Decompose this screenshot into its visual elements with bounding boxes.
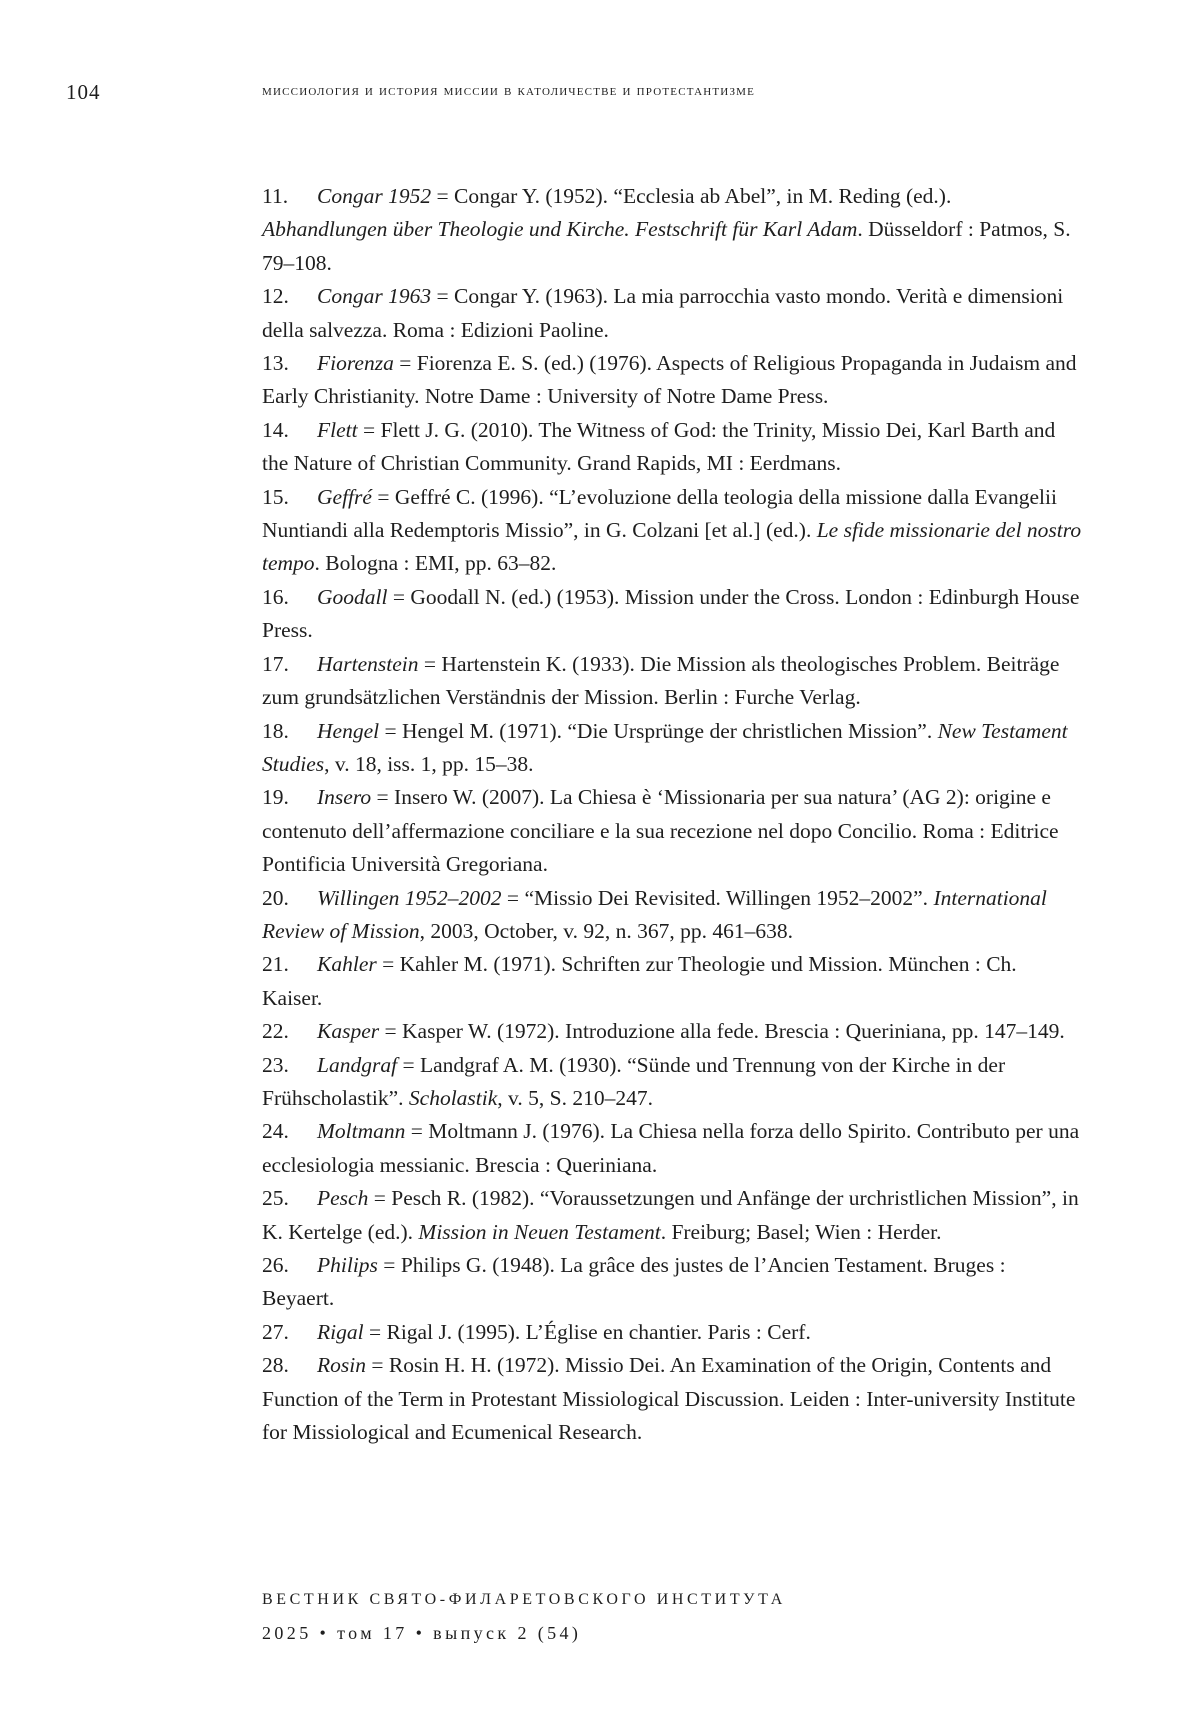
reference-short-key: Pesch xyxy=(317,1186,368,1210)
footer-issue-info: 2025 • том 17 • выпуск 2 (54) xyxy=(262,1623,581,1644)
reference-italic-title: International Review of Mission xyxy=(262,886,1047,943)
page-number: 104 xyxy=(66,80,101,105)
reference-entry xyxy=(262,948,1082,1015)
reference-equals-sign: = xyxy=(431,184,454,208)
reference-short-key: Hengel xyxy=(317,719,379,743)
reference-short-key: Willingen 1952–2002 xyxy=(317,886,502,910)
reference-number: 17. xyxy=(262,648,317,681)
reference-entry xyxy=(262,280,1082,347)
reference-entry xyxy=(262,180,1082,280)
reference-text: . Düsseldorf : Patmos, S. 79–108. xyxy=(262,217,1071,274)
reference-number: 22. xyxy=(262,1015,317,1048)
reference-number: 19. xyxy=(262,781,317,814)
reference-short-key: Congar 1963 xyxy=(317,284,431,308)
reference-entry xyxy=(262,481,1082,581)
reference-number: 24. xyxy=(262,1115,317,1148)
reference-equals-sign: = xyxy=(405,1119,428,1143)
reference-number: 11. xyxy=(262,180,317,213)
reference-short-key: Moltmann xyxy=(317,1119,405,1143)
reference-number: 26. xyxy=(262,1249,317,1282)
reference-text: Landgraf A. M. (1930). “Sünde und Trennung von der Kirche in der Frühscholastik”. xyxy=(262,1053,1005,1110)
reference-equals-sign: = xyxy=(378,1253,401,1277)
reference-text: “Missio Dei Revisited. Willingen 1952–2002”. xyxy=(524,886,933,910)
reference-italic-title: Scholastik xyxy=(409,1086,497,1110)
footer-journal-title: ВЕСТНИК СВЯТО-ФИЛАРЕТОВСКОГО ИНСТИТУТА xyxy=(262,1591,786,1609)
reference-entry xyxy=(262,1249,1082,1316)
reference-text: . Freiburg; Basel; Wien : Herder. xyxy=(661,1220,942,1244)
reference-equals-sign: = xyxy=(431,284,454,308)
reference-equals-sign: = xyxy=(394,351,417,375)
reference-entry xyxy=(262,648,1082,715)
reference-number: 25. xyxy=(262,1182,317,1215)
reference-short-key: Kahler xyxy=(317,952,377,976)
reference-entry xyxy=(262,1049,1082,1116)
reference-short-key: Hartenstein xyxy=(317,652,419,676)
reference-text: , v. 5, S. 210–247. xyxy=(497,1086,653,1110)
reference-text: . Bologna : EMI, pp. 63–82. xyxy=(315,551,557,575)
reference-italic-title: Abhandlungen über Theologie und Kirche. Festschrift für Karl Adam xyxy=(262,217,857,241)
reference-equals-sign: = xyxy=(502,886,525,910)
reference-number: 23. xyxy=(262,1049,317,1082)
reference-entry xyxy=(262,1316,1082,1349)
reference-entry xyxy=(262,1349,1082,1449)
reference-text: Insero W. (2007). La Chiesa è ‘Missionaria per sua natura’ (AG 2): origine e contenuto dell’affermazione conciliare e la sua recezione nel dopo Concilio. Roma : Editrice Pontificia Università Gregoriana. xyxy=(262,785,1059,876)
reference-text: Geffré C. (1996). “L’evoluzione della teologia della missione dalla Evangelii Nuntiandi alla Redemptoris Missio”, in G. Colzani [et al.] (ed.). xyxy=(262,485,1057,542)
reference-entry xyxy=(262,414,1082,481)
reference-text: Fiorenza E. S. (ed.) (1976). Aspects of Religious Propaganda in Judaism and Early Christianity. Notre Dame : University of Notre Dame Press. xyxy=(262,351,1077,408)
reference-text: Flett J. G. (2010). The Witness of God: the Trinity, Missio Dei, Karl Barth and the Nature of Christian Community. Grand Rapids, MI : Eerdmans. xyxy=(262,418,1055,475)
reference-text: Hengel M. (1971). “Die Ursprünge der christlichen Mission”. xyxy=(402,719,938,743)
reference-short-key: Flett xyxy=(317,418,358,442)
reference-italic-title: Le sfide missionarie del nostro tempo xyxy=(262,518,1081,575)
reference-text: Philips G. (1948). La grâce des justes de l’Ancien Testament. Bruges : Beyaert. xyxy=(262,1253,1006,1310)
reference-short-key: Landgraf xyxy=(317,1053,397,1077)
reference-list xyxy=(262,180,1082,1449)
reference-number: 12. xyxy=(262,280,317,313)
reference-equals-sign: = xyxy=(377,952,400,976)
reference-equals-sign: = xyxy=(419,652,442,676)
reference-text: , v. 18, iss. 1, pp. 15–38. xyxy=(324,752,533,776)
reference-entry xyxy=(262,1115,1082,1182)
reference-text: Hartenstein K. (1933). Die Mission als theologisches Problem. Beiträge zum grundsätzlichen Verständnis der Mission. Berlin : Furche Verlag. xyxy=(262,652,1059,709)
reference-equals-sign: = xyxy=(379,1019,402,1043)
reference-short-key: Congar 1952 xyxy=(317,184,431,208)
reference-entry xyxy=(262,781,1082,881)
reference-text: , 2003, October, v. 92, n. 367, pp. 461–638. xyxy=(420,919,793,943)
reference-entry xyxy=(262,347,1082,414)
reference-entry xyxy=(262,1015,1082,1048)
reference-text: Congar Y. (1952). “Ecclesia ab Abel”, in M. Reding (ed.). xyxy=(454,184,951,208)
reference-equals-sign: = xyxy=(372,485,395,509)
reference-number: 18. xyxy=(262,715,317,748)
reference-entry xyxy=(262,882,1082,949)
reference-italic-title: Mission in Neuen Testament xyxy=(418,1220,660,1244)
reference-equals-sign: = xyxy=(379,719,402,743)
reference-short-key: Goodall xyxy=(317,585,387,609)
reference-equals-sign: = xyxy=(387,585,410,609)
reference-equals-sign: = xyxy=(358,418,381,442)
reference-text: Congar Y. (1963). La mia parrocchia vasto mondo. Verità e dimensioni della salvezza. Roma : Edizioni Paoline. xyxy=(262,284,1063,341)
running-header: миссиология и история миссии в католичестве и протестантизме xyxy=(262,83,755,100)
reference-text: Moltmann J. (1976). La Chiesa nella forza dello Spirito. Contributo per una ecclesiologia messianic. Brescia : Queriniana. xyxy=(262,1119,1079,1176)
reference-entry xyxy=(262,1182,1082,1249)
reference-text: Kahler M. (1971). Schriften zur Theologie und Mission. München : Ch. Kaiser. xyxy=(262,952,1017,1009)
reference-text: Goodall N. (ed.) (1953). Mission under the Cross. London : Edinburgh House Press. xyxy=(262,585,1079,642)
reference-text: Rosin H. H. (1972). Missio Dei. An Examination of the Origin, Contents and Function of the Term in Protestant Missiological Discussion. Leiden : Inter-university Institute for Missiological and Ecumenical Research. xyxy=(262,1353,1075,1444)
reference-number: 21. xyxy=(262,948,317,981)
reference-text: Rigal J. (1995). L’Église en chantier. Paris : Cerf. xyxy=(386,1320,810,1344)
reference-number: 15. xyxy=(262,481,317,514)
reference-short-key: Philips xyxy=(317,1253,378,1277)
reference-equals-sign: = xyxy=(397,1053,420,1077)
reference-equals-sign: = xyxy=(364,1320,387,1344)
reference-number: 20. xyxy=(262,882,317,915)
reference-short-key: Kasper xyxy=(317,1019,379,1043)
reference-number: 27. xyxy=(262,1316,317,1349)
reference-short-key: Rosin xyxy=(317,1353,366,1377)
reference-equals-sign: = xyxy=(368,1186,391,1210)
reference-entry xyxy=(262,715,1082,782)
reference-entry xyxy=(262,581,1082,648)
reference-text: Pesch R. (1982). “Voraussetzungen und Anfänge der urchristlichen Mission”, in K. Kertelge (ed.). xyxy=(262,1186,1079,1243)
reference-short-key: Geffré xyxy=(317,485,372,509)
reference-number: 13. xyxy=(262,347,317,380)
reference-number: 28. xyxy=(262,1349,317,1382)
reference-italic-title: New Testament Studies xyxy=(262,719,1068,776)
reference-text: Kasper W. (1972). Introduzione alla fede. Brescia : Queriniana, pp. 147–149. xyxy=(402,1019,1065,1043)
reference-short-key: Rigal xyxy=(317,1320,364,1344)
reference-equals-sign: = xyxy=(371,785,394,809)
reference-equals-sign: = xyxy=(366,1353,389,1377)
reference-number: 16. xyxy=(262,581,317,614)
reference-short-key: Insero xyxy=(317,785,371,809)
reference-short-key: Fiorenza xyxy=(317,351,394,375)
reference-number: 14. xyxy=(262,414,317,447)
